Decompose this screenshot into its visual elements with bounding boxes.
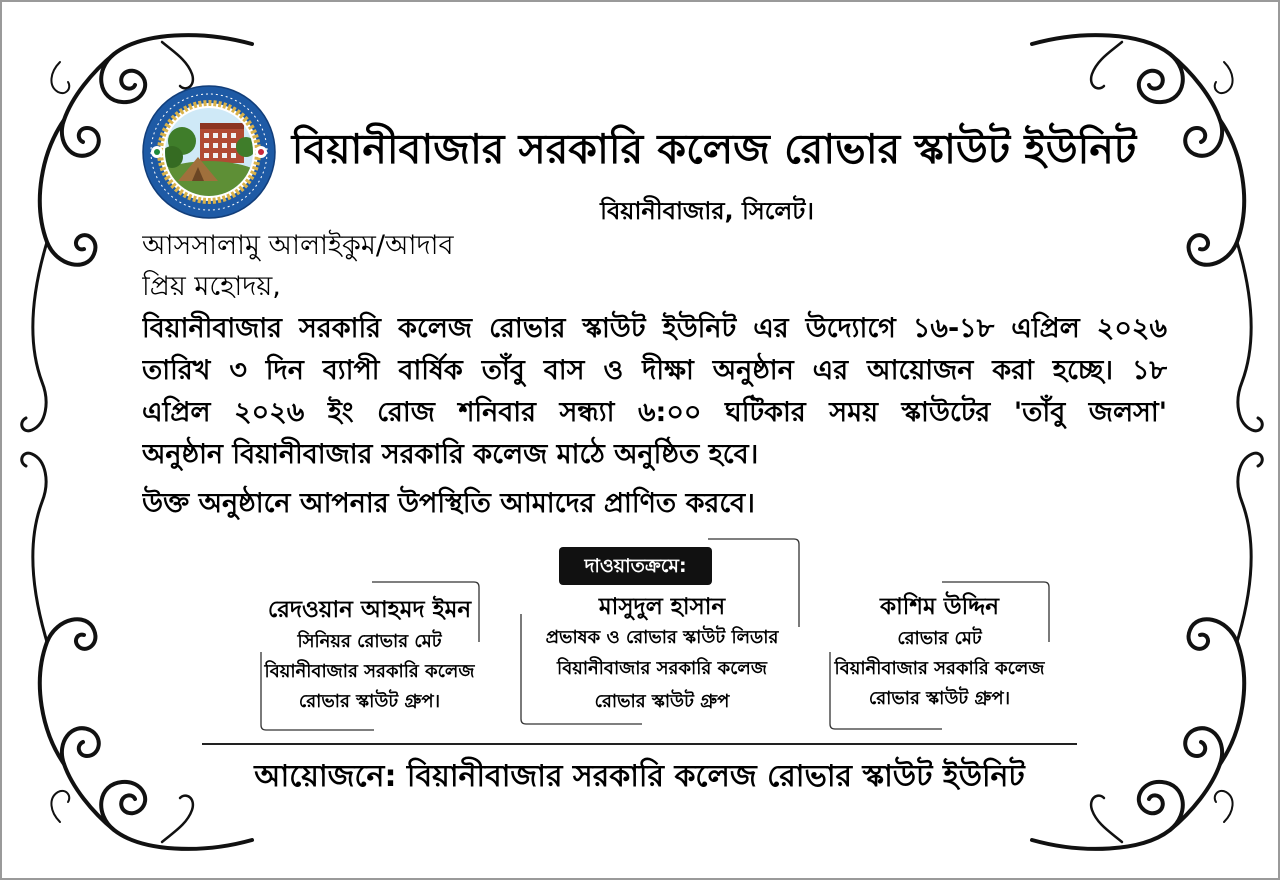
invitation-label-badge: দাওয়াতক্রমে: xyxy=(559,547,712,585)
signatory-institution-right: বিয়ানীবাজার সরকারি কলেজ xyxy=(834,658,1045,679)
signatory-role-left: সিনিয়র রোভার মেট xyxy=(297,631,442,652)
page-subtitle-location: বিয়ানীবাজার, সিলেট। xyxy=(600,197,814,225)
signatory-name-left: রেদওয়ান আহমদ ইমন xyxy=(267,597,472,623)
signatory-role-right: রোভার মেট xyxy=(897,628,982,649)
signatory-institution-center: বিয়ানীবাজার সরকারি কলেজ xyxy=(557,658,767,679)
signatory-role-center: প্রভাষক ও রোভার স্কাউট লিডার xyxy=(545,627,779,648)
scout-unit-emblem-logo xyxy=(142,85,276,219)
signatory-institution-left: বিয়ানীবাজার সরকারি কলেজ xyxy=(264,661,475,682)
organizer-footer: আয়োজনে: বিয়ানীবাজার সরকারি কলেজ রোভার স্কাউট ইউনিট xyxy=(254,759,1025,794)
signatory-group-left: রোভার স্কাউট গ্রুপ। xyxy=(298,691,441,712)
signatory-group-right: রোভার স্কাউট গ্রুপ। xyxy=(868,688,1011,709)
letter-body-line: অনুষ্ঠান বিয়ানীবাজার সরকারি কলেজ মাঠে অনুষ্ঠিত হবে। xyxy=(142,439,759,470)
letter-body-line: তারিখ ৩ দিন ব্যাপী বার্ষিক তাঁবু বাস ও দীক্ষা অনুষ্ঠান এর আয়োজন করা হচ্ছে। ১৮ xyxy=(142,355,1167,386)
letter-body-line: এপ্রিল ২০২৬ ইং রোজ শনিবার সন্ধ্যা ৬:০০ ঘটিকার সময় স্কাউটের 'তাঁবু জলসা' xyxy=(142,397,1167,428)
signatory-name-center: মাসুদুল হাসান xyxy=(598,594,726,620)
signatory-group-center: রোভার স্কাউট গ্রুপ xyxy=(594,691,730,712)
letter-greeting: আসসালামু আলাইকুম/আদাব xyxy=(142,230,454,261)
letter-salutation: প্রিয় মহোদয়, xyxy=(142,271,281,302)
page-title: বিয়ানীবাজার সরকারি কলেজ রোভার স্কাউট ইউনিট xyxy=(291,125,1137,173)
letter-body-line: বিয়ানীবাজার সরকারি কলেজ রোভার স্কাউট ইউনিট এর উদ্যোগে ১৬-১৮ এপ্রিল ২০২৬ xyxy=(142,313,1167,344)
letter-closing: উক্ত অনুষ্ঠানে আপনার উপস্থিতি আমাদের প্রাণিত করবে। xyxy=(142,488,755,519)
signatory-name-right: কাশিম উদ্দিন xyxy=(880,594,999,620)
